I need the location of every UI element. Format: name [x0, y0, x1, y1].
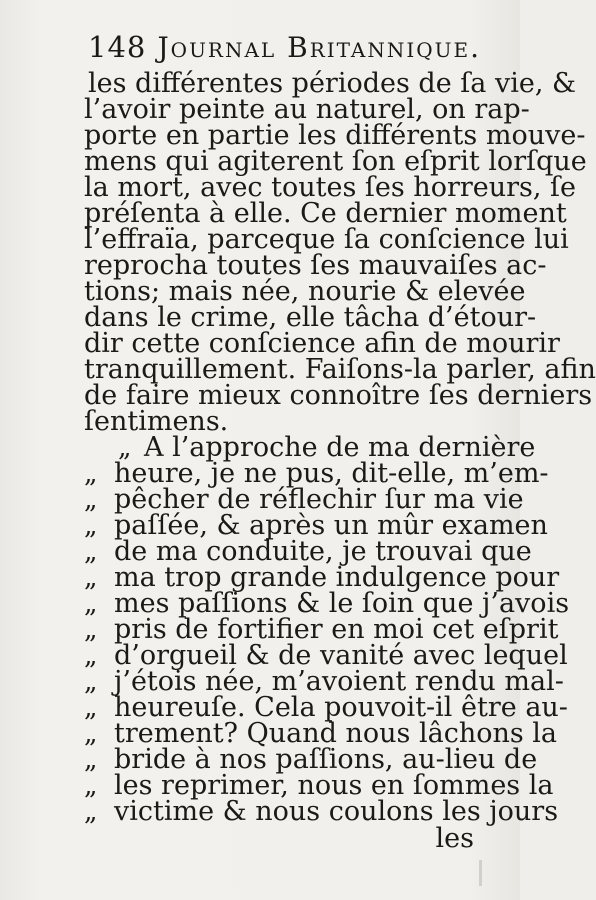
- quote-line: les reprimer, nous en ſommes la: [114, 770, 554, 801]
- text-line: porte en partie les différents mouve-: [84, 120, 586, 151]
- text-line: de faire mieux connoître ſes derniers: [84, 380, 593, 411]
- text-line: les différentes périodes de ſa vie, &: [88, 68, 577, 99]
- quote-line: mes paſſions & le ſoin que j’avois: [114, 588, 570, 619]
- quote-line: A l’approche de ma dernière: [144, 432, 536, 463]
- quote-line: de ma conduite, je trouvai que: [114, 536, 532, 567]
- quote-mark: „: [84, 771, 98, 801]
- text-line: dir cette conſcience afin de mourir: [84, 328, 560, 359]
- quote-line: j’étois née, m’avoient rendu mal-: [114, 666, 564, 697]
- text-line: la mort, avec toutes ſes horreurs, ſe: [84, 172, 577, 203]
- quote-mark: „: [84, 615, 98, 645]
- quote-mark: „: [84, 641, 98, 671]
- text-line: tranquillement. Faiſons-la parler, afin: [84, 354, 596, 385]
- quote-mark: „: [84, 797, 98, 827]
- catchword: les: [435, 823, 474, 854]
- text-line: l’avoir peinte au naturel, on rap-: [84, 94, 530, 125]
- quote-mark: „: [84, 511, 98, 541]
- quote-line: d’orgueil & de vanité avec lequel: [114, 640, 568, 671]
- quote-line: paſſée, & après un mûr examen: [114, 510, 548, 541]
- quote-mark: „: [84, 693, 98, 723]
- quote-line: heure, je ne pus, dit-elle, m’em-: [114, 458, 549, 489]
- quote-mark: „: [84, 719, 98, 749]
- quote-line: ma trop grande indulgence pour: [114, 562, 560, 593]
- text-line: mens qui agiterent ſon eſprit lorſque: [84, 146, 587, 177]
- quote-mark: „: [84, 537, 98, 567]
- running-title: Journal Britannique.: [157, 31, 481, 64]
- quote-line: trement? Quand nous lâchons la: [114, 718, 558, 749]
- text-line: reprocha toutes ſes mauvaiſes ac-: [84, 250, 547, 281]
- text-line: tions; mais née, nourie & elevée: [84, 276, 526, 307]
- text-line: ſentimens.: [84, 406, 229, 437]
- quote-mark: „: [118, 433, 132, 463]
- quote-line: pris de fortifier en moi cet eſprit: [114, 614, 559, 645]
- quote-line: heureuſe. Cela pouvoit-il être au-: [114, 692, 568, 723]
- text-line: préſenta à elle. Ce dernier moment: [84, 198, 567, 229]
- text-line: l’effraïa, parceque ſa conſcience lui: [84, 224, 569, 255]
- quote-line: bride à nos paſſions, au-lieu de: [114, 744, 538, 775]
- text-line: dans le crime, elle tâcha d’étour-: [84, 302, 537, 333]
- quote-line: victime & nous coulons les jours: [114, 796, 559, 827]
- quote-mark: „: [84, 589, 98, 619]
- quote-mark: „: [84, 459, 98, 489]
- quote-mark: „: [84, 745, 98, 775]
- page-number: 148: [88, 30, 147, 64]
- page-edge-mark: [479, 860, 482, 886]
- quote-mark: „: [84, 563, 98, 593]
- quote-mark: „: [84, 667, 98, 697]
- quote-line: pêcher de réflechir ſur ma vie: [114, 484, 524, 515]
- quote-mark: „: [84, 485, 98, 515]
